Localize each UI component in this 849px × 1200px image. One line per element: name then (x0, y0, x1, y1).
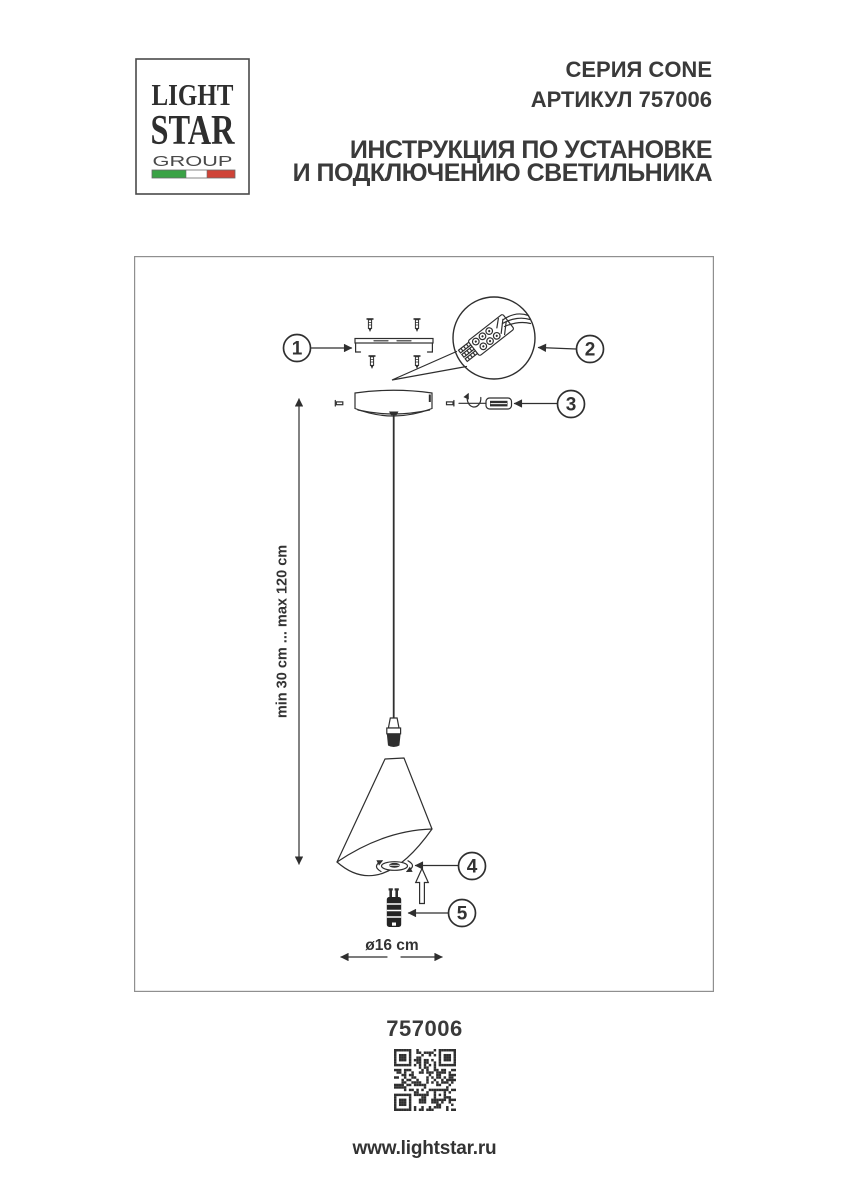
callout-5-badge (449, 900, 476, 927)
header-series-block (531, 55, 712, 115)
height-dimension-label: min 30 cm ... max 120 cm (274, 544, 291, 719)
logo-word-group: GROUP (152, 153, 233, 170)
callout-3-badge (558, 391, 585, 418)
installation-diagram (134, 256, 714, 992)
diameter-dimension-label: ø16 cm (365, 937, 419, 954)
ceiling-canopy (355, 390, 432, 416)
callout-2-arrow (539, 348, 577, 350)
mounting-bracket (355, 339, 433, 353)
italian-flag-icon (152, 170, 235, 178)
lamp-socket (387, 718, 401, 747)
callout-4-badge (459, 853, 486, 880)
callout-5-number: 5 (456, 903, 468, 925)
callout-4-number: 4 (466, 856, 478, 878)
screwdriver-icon (459, 394, 512, 409)
cone-shade (337, 758, 432, 876)
qr-code (394, 1049, 456, 1111)
diameter-dimension (341, 937, 442, 957)
mounting-screws (367, 319, 421, 369)
logo-word-light: LIGHT (151, 77, 234, 112)
callout-1-badge (284, 335, 311, 362)
insert-direction-arrow-icon (416, 869, 429, 904)
website-url: www.lightstar.ru (352, 1138, 497, 1159)
lightstar-logo (135, 58, 250, 195)
callout-2-badge (577, 336, 604, 363)
title-line-1: ИНСТРУКЦИЯ ПО УСТАНОВКЕ (349, 136, 712, 164)
detail-pointer (392, 352, 467, 381)
title-line-2: И ПОДКЛЮЧЕНИЮ СВЕТИЛЬНИКА (292, 159, 712, 187)
footer-article-number: 757006 (386, 1016, 463, 1041)
callout-2-number: 2 (584, 339, 596, 361)
g9-bulb-icon (387, 888, 401, 927)
page-title (292, 136, 712, 187)
series-line: СЕРИЯ CONE (565, 57, 712, 82)
logo-word-star: STAR (150, 108, 236, 154)
article-line: АРТИКУЛ 757006 (530, 87, 712, 112)
callout-3-number: 3 (565, 394, 577, 416)
height-dimension (275, 399, 300, 864)
callout-1-number: 1 (291, 338, 303, 360)
